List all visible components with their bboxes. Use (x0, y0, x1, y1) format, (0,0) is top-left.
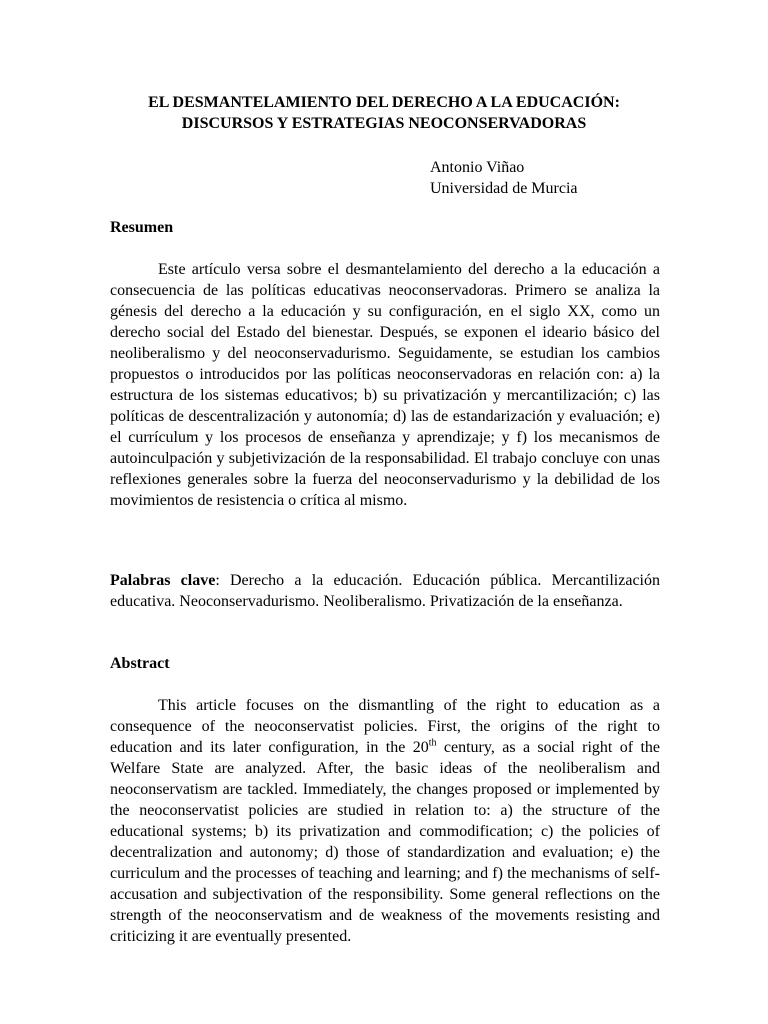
resumen-heading: Resumen (110, 219, 174, 236)
keywords-text: Derecho a la educación. Educación pública. Mercantilización educativa. Neoconservadurismo. Neoliberalismo. Privatización de la enseñanza. (110, 572, 660, 610)
resumen-text: Este artículo versa sobre el desmantelamiento del derecho a la educación a consecuencia de las políticas educativas neoconservadoras. Primero se analiza la génesis del derecho a la educación y su configuración, en el siglo XX, como un derecho social del Estado del bienestar. Después, se exponen el ideario básico del neoliberalismo y del neoconservadurismo. Seguidamente, se estudian los cambios propuestos o introducidos por las políticas neoconservadoras en relación con: a) la estructura de los sistemas educativos; b) su privatización y mercantilización; c) las políticas de descentralización y autonomía; d) las de estandarización y evaluación; e) el currículum y los procesos de enseñanza y aprendizaje; y f) los mecanismos de autoinculpación y subjetivización de la responsabilidad. El trabajo concluye con unas reflexiones generales sobre la fuerza del neoconservadurismo y la debilidad de los movimientos de resistencia o crítica al mismo. (110, 261, 660, 509)
document-title (100, 92, 668, 134)
title-line-2: DISCURSOS Y ESTRATEGIAS NEOCONSERVADORAS (181, 115, 587, 132)
abstract-text-part-1: This article focuses on the dismantling of the right to education as a consequence of the neoconservatist policies. First, the origins of the right to education and its later configuration, in the 20 (110, 697, 660, 756)
keywords-paragraph (110, 570, 660, 612)
abstract-text-part-2: century, as a social right of the Welfare State are analyzed. After, the basic ideas of the neoliberalism and neoconservatism are tackled. Immediately, the changes proposed or implemented by the neoconservatist policies are studied in relation to: a) the structure of the educational systems; b) its privatization and commodification; c) the policies of decentralization and autonomy; d) those of standardization and evaluation; e) the curriculum and the processes of teaching and learning; and f) the mechanisms of self-accusation and subjectivation of the responsibility. Some general reflections on the strength of the neoconservatism and de weakness of the movements resisting and criticizing it are eventually presented. (110, 739, 661, 945)
author-name: Antonio Viñao (430, 159, 525, 176)
title-line-1: EL DESMANTELAMIENTO DEL DERECHO A LA EDUCACIÓN: (148, 94, 620, 111)
author-block (430, 157, 578, 199)
ordinal-superscript: th (428, 737, 437, 749)
keywords-separator: : (215, 572, 230, 589)
abstract-paragraph (110, 695, 660, 947)
resumen-paragraph (110, 259, 660, 511)
keywords-label: Palabras clave (110, 572, 216, 589)
author-affiliation: Universidad de Murcia (430, 180, 578, 197)
abstract-heading: Abstract (110, 655, 170, 672)
